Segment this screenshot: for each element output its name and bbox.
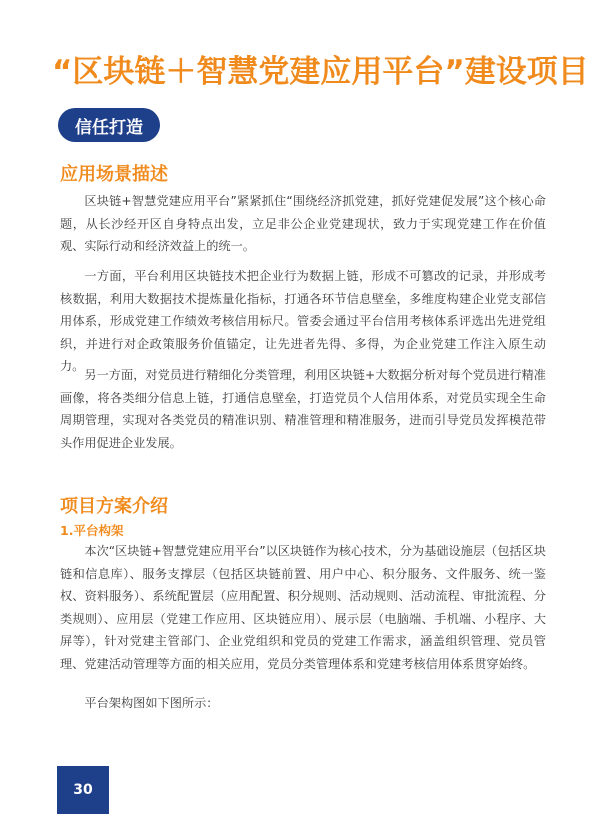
section-heading-scenario: 应用场景描述 xyxy=(60,164,168,185)
scenario-paragraph-2: 一方面，平台利用区块链技术把企业行为数据上链，形成不可篡改的记录，并形成考核数据，利用大数据技术提炼量化指标，打通各环节信息壁垒，多维度构建企业党支部信用体系，形成党建工作绩效考核信用标尺。管委会通过平台信用考核体系评选出先进党组织，并进行对企政策服务价值锚定，让先进者先得、多得，为企业党建工作注入原生动力。 xyxy=(60,269,546,373)
solution-paragraph-2: 平台架构图如下图所示： xyxy=(84,696,219,710)
subheading-platform-architecture: 1.平台构架 xyxy=(60,523,124,538)
solution-paragraph-1: 本次“区块链+智慧党建应用平台”以区块链作为核心技术，分为基础设施层（包括区块链和信息库）、服务支撑层（包括区块链前置、用户中心、积分服务、文件服务、统一鉴权、资料服务）、系统配置层（应用配置、积分规则、活动规则、活动流程、审批流程、分类规则）、应用层（党建工作应用、区块链应用）、展示层（电脑端、手机端、小程序、大屏等），针对党建主管部门、企业党组织和党员的党建工作需求，涵盖组织管理、党员管理、党建活动管理等方面的相关应用，党员分类管理体系和党建考核信用体系贯穿始终。 xyxy=(60,544,546,671)
page-title: “区块链＋智慧党建应用平台”建设项目 xyxy=(52,54,589,90)
scenario-paragraph-3: 另一方面，对党员进行精细化分类管理，利用区块链+大数据分析对每个党员进行精准画像，将各类细分信息上链，打通信息壁垒，打造党员个人信用体系，对党员实现全生命周期管理，实现对各类党员的精准识别、精准管理和精准服务，进而引导党员发挥模范带头作用促进企业发展。 xyxy=(60,368,546,450)
page-number: 30 xyxy=(57,766,109,814)
section-heading-solution: 项目方案介绍 xyxy=(60,496,168,517)
section-badge: 信任打造 xyxy=(58,108,160,142)
scenario-paragraph-1: 区块链+智慧党建应用平台”紧紧抓住“围绕经济抓党建，抓好党建促发展”这个核心命题，从长沙经开区自身特点出发，立足非公企业党建现状，致力于实现党建工作在价值观、实际行动和经济效益上的统一。 xyxy=(60,194,546,253)
